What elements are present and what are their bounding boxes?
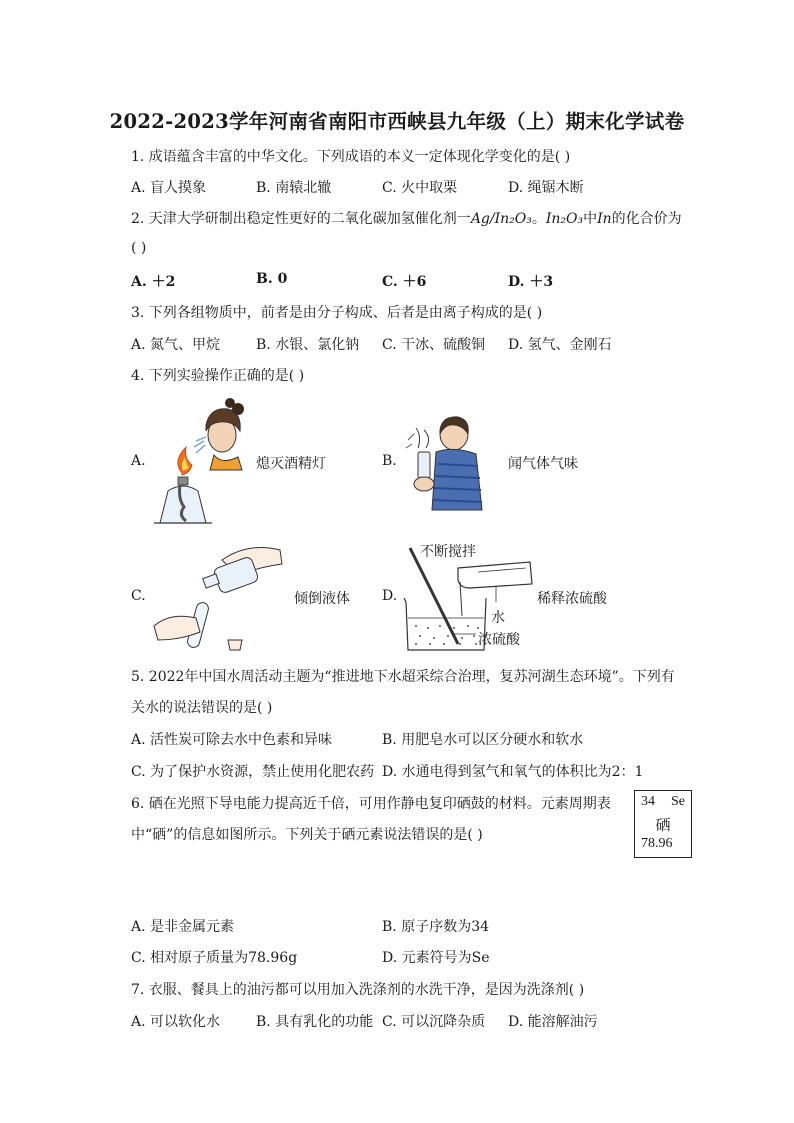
question-7-option-c[interactable]: C. 可以沉降杂质 xyxy=(382,1014,486,1030)
question-7-stem: 7. 衣服、餐具上的油污都可以用加入洗涤剂的水洗干净，是因为洗涤剂( ) xyxy=(131,982,585,998)
atomic-number: 34 xyxy=(641,794,655,809)
question-4-option-a[interactable]: A. xyxy=(131,453,146,469)
question-7-option-d[interactable]: D. 能溶解油污 xyxy=(508,1014,598,1030)
question-7-option-a[interactable]: A. 可以软化水 xyxy=(131,1014,221,1030)
question-5-option-d[interactable]: D. 水通电得到氢气和氧气的体积比为2：1 xyxy=(382,764,644,780)
question-1-stem: 1. 成语蕴含丰富的中华文化。下列成语的本义一定体现化学变化的是( ) xyxy=(131,149,571,165)
smell-gas-illustration xyxy=(402,412,494,512)
question-2-option-a[interactable]: A. ＋2 xyxy=(131,274,176,290)
question-4-option-c[interactable]: C. xyxy=(131,588,146,604)
question-6-option-b[interactable]: B. 原子序数为34 xyxy=(382,919,490,935)
question-3-option-d[interactable]: D. 氢气、金刚石 xyxy=(508,337,612,353)
question-3-option-a[interactable]: A. 氮气、甲烷 xyxy=(131,337,221,353)
question-5-option-a[interactable]: A. 活性炭可除去水中色素和异味 xyxy=(131,732,333,748)
question-5-stem: 5. 2022年中国水周活动主题为“推进地下水超采综合治理，复苏河湖生态环境”。下列有 xyxy=(131,669,675,685)
element-symbol: Se xyxy=(671,794,685,809)
question-2-stem-line2: ( ) xyxy=(131,240,147,256)
question-2-stem-text: 的化合价为 xyxy=(611,211,682,227)
question-4-option-a-label: 熄灭酒精灯 xyxy=(256,456,326,472)
question-4-option-d-stir-label: 不断搅拌 xyxy=(420,544,476,560)
question-6-stem: 6. 硒在光照下导电能力提高近千倍，可用作静电复印硒鼓的材料。元素周期表 xyxy=(131,796,611,812)
question-2-stem-text: 2. 天津大学研制出稳定性更好的二氧化碳加氢催化剂一 xyxy=(131,211,471,227)
question-2-stem-text: 中 xyxy=(583,211,598,227)
question-4-stem: 4. 下列实验操作正确的是( ) xyxy=(131,368,305,384)
question-2-option-c[interactable]: C. ＋6 xyxy=(382,274,427,290)
question-6-option-c[interactable]: C. 相对原子质量为78.96g xyxy=(131,950,298,966)
question-2-formula: Ag/In₂O₃ xyxy=(470,211,532,227)
periodic-table-cell xyxy=(634,790,692,858)
question-4-option-c-label: 倾倒液体 xyxy=(294,591,350,607)
question-2-stem xyxy=(131,208,682,228)
pour-liquid-illustration xyxy=(150,540,285,655)
question-6-option-d[interactable]: D. 元素符号为Se xyxy=(382,950,490,966)
question-5-stem-line2: 关水的说法错误的是( ) xyxy=(131,700,273,716)
question-4-option-d-acid-label: 浓硫酸 xyxy=(478,632,520,648)
question-2-stem-text: 。 xyxy=(531,211,546,227)
question-1-option-b[interactable]: B. 南辕北辙 xyxy=(256,180,332,196)
blow-out-lamp-illustration xyxy=(150,395,250,530)
question-6-option-a[interactable]: A. 是非金属元素 xyxy=(131,919,235,935)
question-3-option-c[interactable]: C. 干冰、硫酸铜 xyxy=(382,337,486,353)
question-6-stem-line2: 中“硒”的信息如图所示。下列关于硒元素说法错误的是( ) xyxy=(131,827,483,843)
atomic-mass: 78.96 xyxy=(641,836,673,851)
question-5-option-c[interactable]: C. 为了保护水资源，禁止使用化肥农药 xyxy=(131,764,375,780)
question-7-option-b[interactable]: B. 具有乳化的功能 xyxy=(256,1014,374,1030)
question-2-formula: In xyxy=(597,211,612,227)
question-4-option-b-label: 闻气体气味 xyxy=(508,456,578,472)
question-4-option-d-label: 稀释浓硫酸 xyxy=(537,591,607,607)
question-1-option-d[interactable]: D. 绳锯木断 xyxy=(508,180,584,196)
question-3-stem: 3. 下列各组物质中，前者是由分子构成、后者是由离子构成的是( ) xyxy=(131,305,543,321)
page-title: 2022-2023学年河南省南阳市西峡县九年级（上）期末化学试卷 xyxy=(109,110,685,133)
question-4-option-d[interactable]: D. xyxy=(382,588,398,604)
element-name: 硒 xyxy=(655,818,671,834)
question-3-option-b[interactable]: B. 水银、氯化钠 xyxy=(256,337,360,353)
question-2-option-d[interactable]: D. ＋3 xyxy=(508,274,554,290)
question-4-option-d-water-label: 水 xyxy=(491,610,505,626)
question-4-option-b[interactable]: B. xyxy=(382,453,397,469)
question-1-option-a[interactable]: A. 盲人摸象 xyxy=(131,180,207,196)
question-2-option-b[interactable]: B. 0 xyxy=(256,271,288,287)
question-2-formula: In₂O₃ xyxy=(545,211,584,227)
question-5-option-b[interactable]: B. 用肥皂水可以区分硬水和软水 xyxy=(382,732,584,748)
question-1-option-c[interactable]: C. 火中取栗 xyxy=(382,180,458,196)
